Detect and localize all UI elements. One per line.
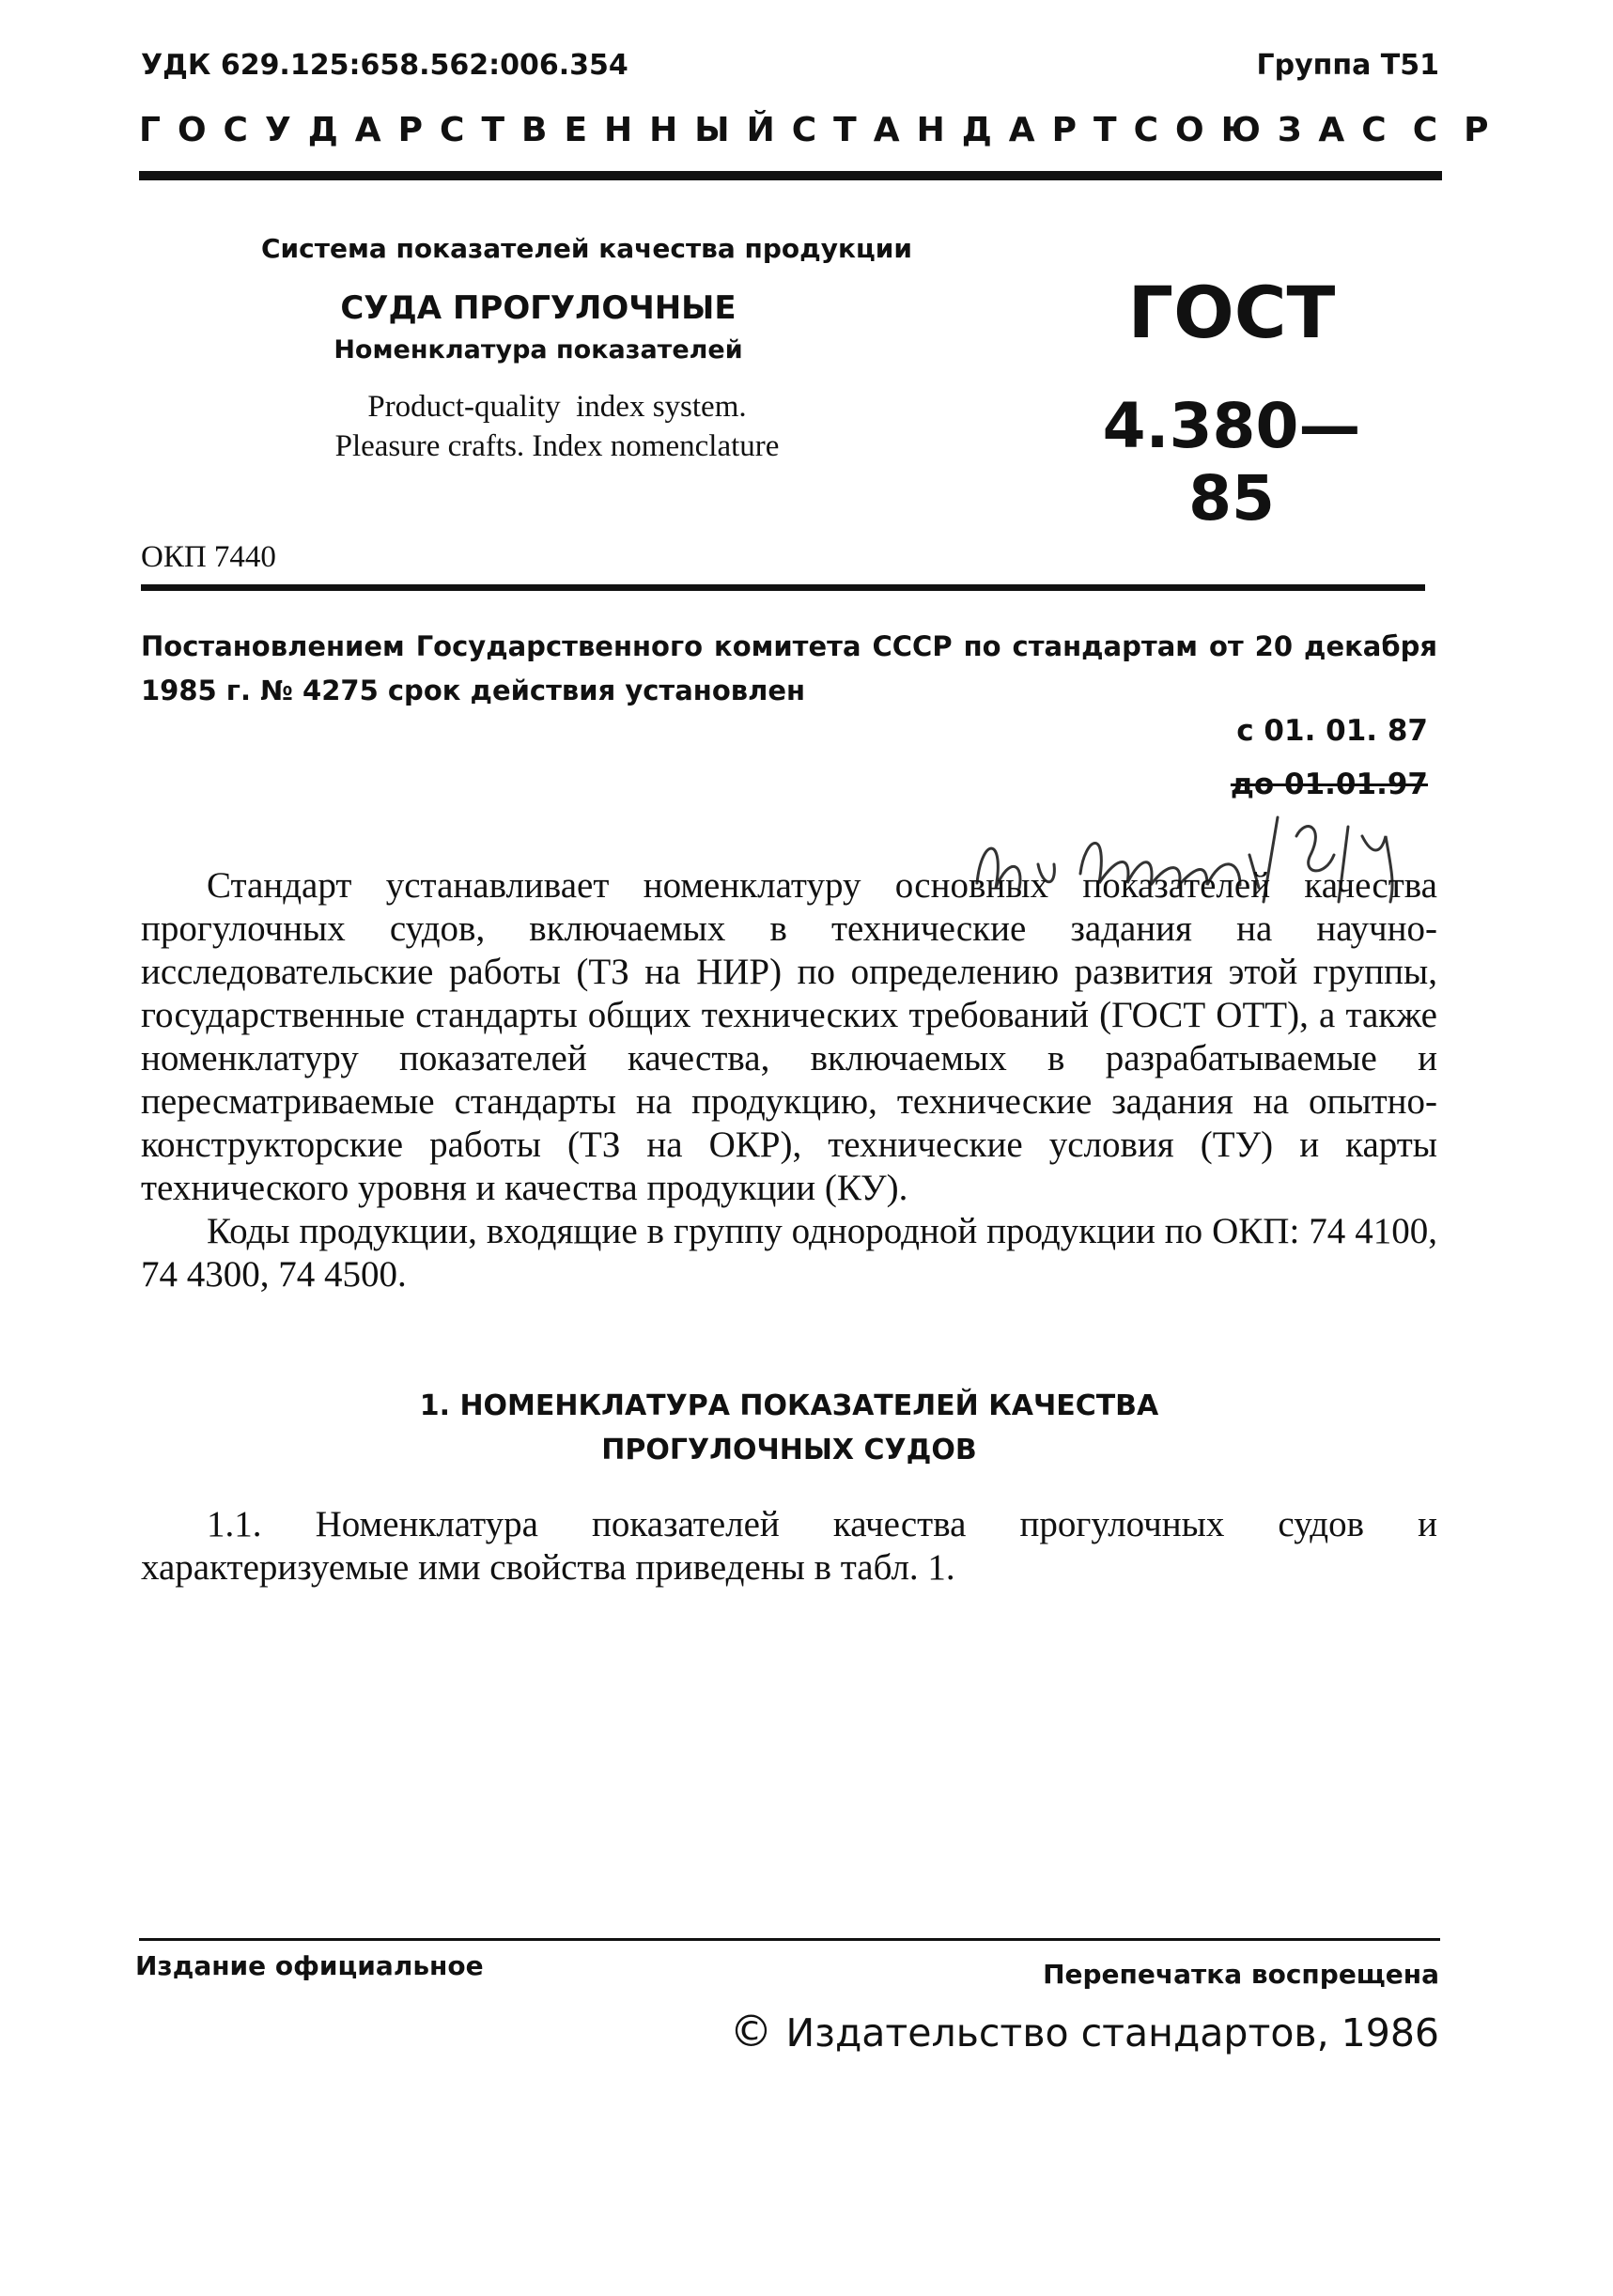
clause-1-1: 1.1. Номенклатура показателей качества прогулочных судов и характеризуемые ими свойства приведены в табл. 1. [141, 1504, 1437, 1588]
publisher-text: Издательство стандартов, 1986 [785, 2010, 1439, 2056]
decree-text: Постановлением Государственного комитета СССР по стандартам от 20 декабря 1985 г. № 4275 срок действия установлен [141, 630, 1437, 706]
english-title-line: Pleasure crafts. Index nomenclature [334, 429, 780, 463]
edition-note: Издание официальное [135, 1950, 484, 1981]
okp-code: ОКП 7440 [141, 540, 276, 574]
section-heading-line: 1. НОМЕНКЛАТУРА ПОКАЗАТЕЛЕЙ КАЧЕСТВА [419, 1389, 1159, 1422]
okp-rule [141, 584, 1425, 591]
union-title-word: СОЮЗА [1133, 111, 1362, 149]
copyright-icon: © [729, 2006, 773, 2056]
product-title: СУДА ПРОГУЛОЧНЫЕ [340, 289, 737, 327]
gost-label: ГОСТ [1127, 271, 1336, 354]
system-title: Система показателей качества продукции [261, 233, 913, 264]
gost-number: 4.380—85 [1102, 390, 1361, 535]
subtitle: Номенклатура показателей [333, 335, 743, 365]
effective-from-date: с 01. 01. 87 [1236, 714, 1428, 748]
footer-rule [139, 1938, 1440, 1941]
introduction [141, 864, 1437, 1296]
section-heading [141, 1384, 1437, 1472]
union-title-word: ССР [1361, 111, 1515, 149]
union-title-word: СТАНДАРТ [791, 111, 1134, 149]
section-heading-line: ПРОГУЛОЧНЫХ СУДОВ [601, 1434, 977, 1466]
union-title-word: ГОСУДАРСТВЕННЫЙ [139, 111, 792, 149]
header-rule [139, 171, 1442, 180]
union-standard-title [139, 111, 1515, 149]
udk-code: УДК 629.125:658.562:006.354 [141, 49, 628, 82]
publisher-line [729, 2006, 1439, 2056]
reprint-note: Перепечатка воспрещена [1043, 1959, 1439, 1990]
intro-paragraph: Коды продукции, входящие в группу однородной продукции по ОКП: 74 4100, 74 4300, 74 4500. [141, 1211, 1437, 1295]
english-title-line: Product-quality index system. [367, 390, 747, 424]
group-code: Группа Т51 [1256, 49, 1439, 82]
effective-to-date: до 01.01.97 [1230, 768, 1428, 801]
english-title [261, 387, 853, 466]
intro-paragraph: Стандарт устанавливает номенклатуру основных показателей качества прогулочных судов, включаемых в технические задания на научно-исследовательские работы (ТЗ на НИР) по определению развития этой группы, государственные стандарты общих технических требований (ГОСТ ОТТ), а также номенклатуру показателей качества, включаемых в разрабатываемые и пересматриваемые стандарты на продукцию, технические задания на опытно-конструкторские работы (ТЗ на ОКР), технические условия (ТУ) и карты технического уровня и качества продукции (КУ). [141, 865, 1437, 1208]
